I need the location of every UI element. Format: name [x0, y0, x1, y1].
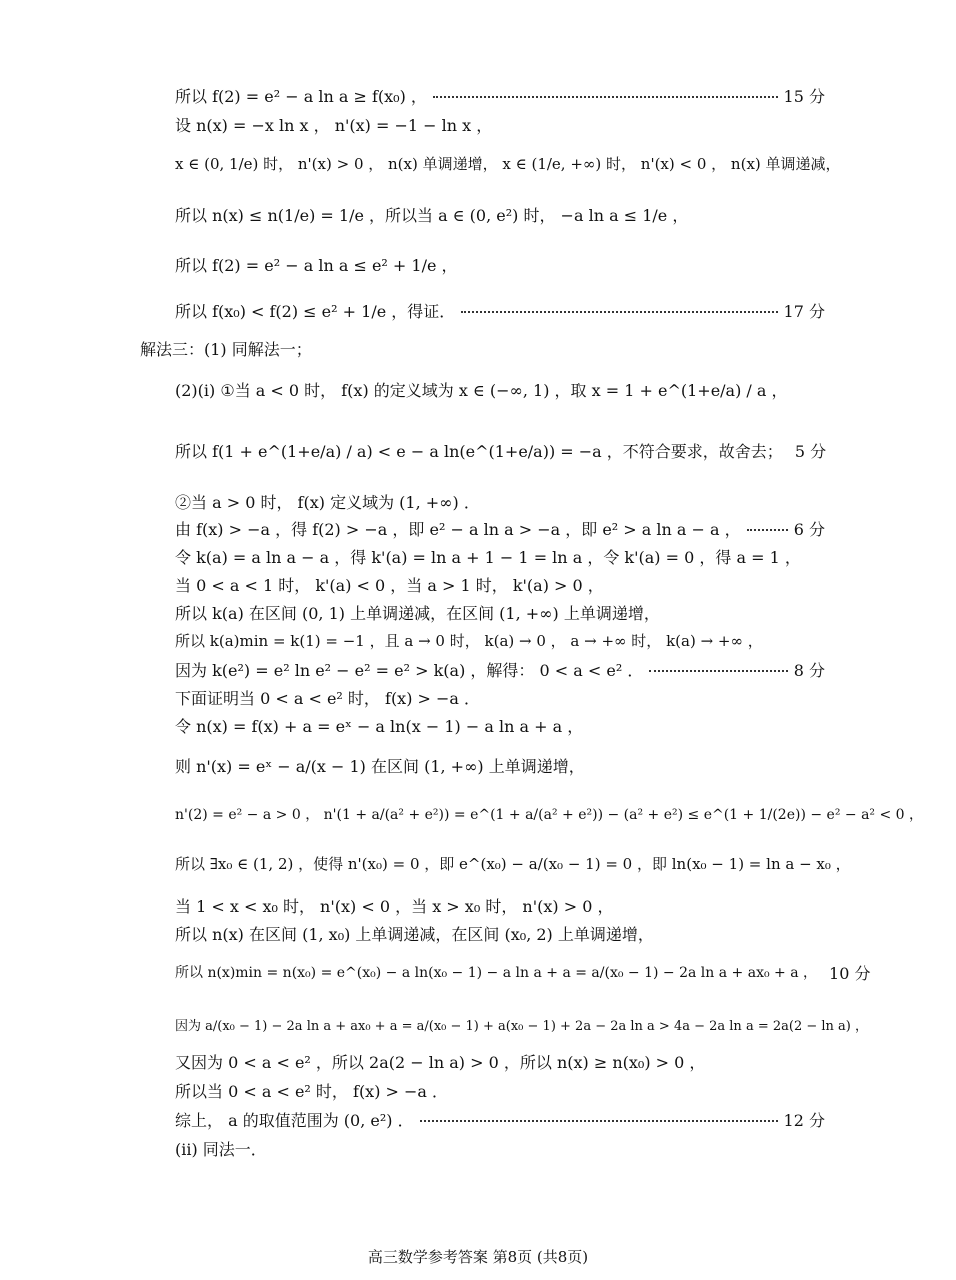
line-text: x ∈ (0, 1/e) 时， n'(x) > 0 ， n(x) 单调递增， x ∈ (1/e, +∞) 时， n'(x) < 0 ， n(x) 单调递减，: [175, 154, 841, 173]
solution-line: [175, 958, 871, 986]
solution-line: [175, 893, 825, 917]
solution-line: [175, 201, 825, 227]
line-text: 设 n(x) = −x ln x ， n'(x) = −1 − ln x ，: [175, 115, 493, 135]
solution-heading: [140, 336, 790, 360]
score-label: 8 分: [793, 660, 825, 680]
solution-line: [175, 572, 825, 596]
line-text: 所以 f(2) = e² − a ln a ≥ f(x₀) ，: [175, 86, 427, 106]
score-label: 10 分: [829, 963, 871, 983]
solution-line: [175, 489, 825, 513]
line-text: 下面证明当 0 < a < e² 时， f(x) > −a ．: [175, 688, 481, 708]
line-text: (ii) 同法一．: [175, 1139, 267, 1159]
page-footer: 高三数学参考答案 第8页 (共8页): [367, 1248, 589, 1266]
line-text: 所以 n(x) ≤ n(1/e) = 1/e ，所以当 a ∈ (0, e²) 时， −a ln a ≤ 1/e ，: [175, 205, 689, 225]
line-text: ②当 a > 0 时， f(x) 定义域为 (1, +∞) ．: [175, 492, 480, 512]
solution-line: [175, 297, 825, 323]
solution-line: [175, 713, 825, 737]
line-text: 所以当 0 < a < e² 时， f(x) > −a ．: [175, 1081, 449, 1101]
score-label: 15 分: [783, 86, 825, 106]
score-label: 6 分: [793, 519, 825, 539]
solution-line: [175, 375, 825, 403]
line-text: 则 n'(x) = eˣ − a/(x − 1) 在区间 (1, +∞) 上单调递增，: [175, 756, 585, 776]
solution-line: [175, 921, 825, 945]
solution-line: [175, 685, 825, 709]
line-text: 所以 n(x)min = n(x₀) = e^(x₀) − a ln(x₀ − 1) − a ln a + a = a/(x₀ − 1) − 2a ln a + ax₀ + a ，: [175, 965, 818, 981]
leader-dots: [433, 96, 778, 98]
solution-line: [175, 800, 924, 828]
solution-line: [175, 752, 825, 778]
leader-dots: [420, 1120, 778, 1122]
solution-line: [175, 1049, 825, 1073]
line-text: 所以 n(x) 在区间 (1, x₀) 上单调递减，在区间 (x₀, 2) 上单调递增，: [175, 924, 654, 944]
line-text: 所以 f(1 + e^(1+e/a) / a) < e − a ln(e^(1+e/a)) = −a ，不符合要求，故舍去；: [175, 441, 783, 461]
line-text: 因为 k(e²) = e² ln e² − e² = e² > k(a) ，解得： 0 < a < e² ．: [175, 660, 644, 680]
solution-line: [175, 1107, 825, 1131]
score-label: 5 分: [794, 441, 827, 461]
line-text: 因为 a/(x₀ − 1) − 2a ln a + ax₀ + a = a/(x₀ − 1) + a(x₀ − 1) + 2a − 2a ln a > 4a − 2a ln a = 2a(2 − ln a) ，: [175, 1018, 868, 1034]
solution-line: [175, 251, 825, 277]
solution-line: [175, 657, 825, 681]
line-text: 所以 k(a)min = k(1) = −1 ，且 a → 0 时， k(a) → 0 ， a → +∞ 时， k(a) → +∞ ，: [175, 631, 763, 650]
line-text: 所以 f(x₀) < f(2) ≤ e² + 1/e ，得证．: [175, 301, 456, 321]
line-text: 令 k(a) = a ln a − a ，得 k'(a) = ln a + 1 − 1 = ln a ，令 k'(a) = 0 ，得 a = 1 ，: [175, 547, 801, 567]
solution-line: [175, 600, 825, 624]
score-label: 12 分: [783, 1110, 825, 1130]
solution-line: [175, 516, 825, 540]
line-text: 解法三：(1) 同解法一；: [140, 339, 312, 359]
line-text: 由 f(x) > −a ，得 f(2) > −a ，即 e² − a ln a > −a ，即 e² > a ln a − a ，: [175, 519, 741, 539]
leader-dots: [649, 670, 787, 672]
solution-line: [175, 544, 825, 568]
line-text: (2)(i) ①当 a < 0 时， f(x) 的定义域为 x ∈ (−∞, 1) ，取 x = 1 + e^(1+e/a) / a ，: [175, 380, 788, 400]
solution-line: [175, 1136, 825, 1160]
line-text: 当 0 < a < 1 时， k'(a) < 0 ，当 a > 1 时， k'(a) > 0 ，: [175, 575, 604, 595]
line-text: 所以 ∃x₀ ∈ (1, 2) ，使得 n'(x₀) = 0 ，即 e^(x₀) − a/(x₀ − 1) = 0 ，即 ln(x₀ − 1) = ln a − x₀ ，: [175, 854, 851, 873]
solution-line: [175, 112, 825, 136]
leader-dots: [461, 311, 777, 313]
line-text: 综上， a 的取值范围为 (0, e²) ．: [175, 1110, 414, 1130]
solution-line: [175, 150, 841, 176]
line-text: 令 n(x) = f(x) + a = eˣ − a ln(x − 1) − a ln a + a ，: [175, 716, 584, 736]
line-text: 所以 f(2) = e² − a ln a ≤ e² + 1/e ，: [175, 255, 458, 275]
line-text: 所以 k(a) 在区间 (0, 1) 上单调递减，在区间 (1, +∞) 上单调递增，: [175, 603, 660, 623]
line-text: 当 1 < x < x₀ 时， n'(x) < 0 ，当 x > x₀ 时， n'(x) > 0 ，: [175, 896, 614, 916]
solution-line: [175, 436, 825, 464]
solution-line: [175, 1010, 868, 1038]
solution-line: [175, 83, 825, 107]
score-label: 17 分: [783, 301, 825, 321]
leader-dots: [747, 529, 788, 531]
solution-line: [175, 1078, 825, 1102]
solution-line: [175, 628, 825, 652]
solution-line: [175, 850, 851, 876]
line-text: n'(2) = e² − a > 0 ， n'(1 + a/(a² + e²)) = e^(1 + a/(a² + e²)) − (a² + e²) ≤ e^(1 + 1/(2e)) − e² − a² < 0 ，: [175, 807, 924, 823]
line-text: 又因为 0 < a < e² ，所以 2a(2 − ln a) > 0 ，所以 n(x) ≥ n(x₀) > 0 ，: [175, 1052, 706, 1072]
